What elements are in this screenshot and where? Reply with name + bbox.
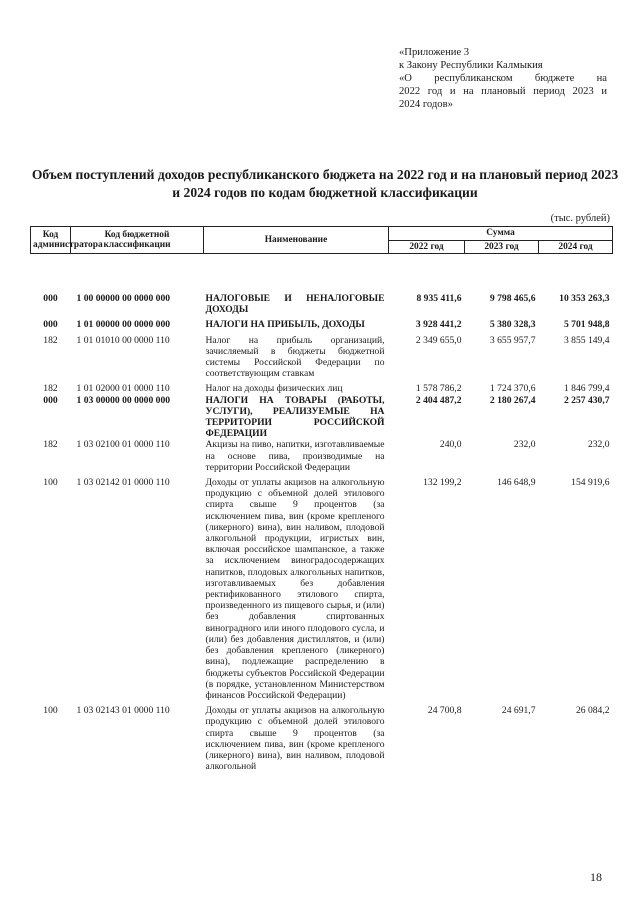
amount-2024: 10 353 263,3 — [559, 293, 610, 304]
amount-2022: 24 700,8 — [427, 705, 462, 717]
table-row — [31, 473, 613, 701]
admin-code: 100 — [43, 477, 58, 489]
appendix-line: «Приложение 3 — [399, 47, 470, 58]
amount-2022: 1 578 786,2 — [415, 383, 462, 395]
appendix-line: к Закону Республики Калмыкия — [399, 60, 543, 71]
revenue-name: Доходы от уплаты акцизов на алкогольную продукцию с объемной долей этилового спирта свыше 9 процентов (за исключением пива, вин (кроме крепленого (ликерного) вина), вин наливом, плодовой алкогольной — [205, 705, 385, 773]
units-label: (тыс. рублей) — [550, 213, 610, 224]
amount-2022: 240,0 — [439, 439, 462, 451]
revenue-name: НАЛОГОВЫЕ И НЕНАЛОГОВЫЕ ДОХОДЫ — [205, 293, 385, 316]
admin-code: 182 — [43, 383, 58, 395]
kbk-code: 1 03 02100 01 0000 110 — [76, 439, 170, 451]
document-title: Объем поступлений доходов республиканского бюджета на 2022 год и на плановый период 2023 и 2024 годов по кодам бюджетной классификации — [31, 167, 619, 200]
amount-2024: 3 855 149,4 — [563, 334, 610, 346]
amount-2023: 24 691,7 — [501, 705, 536, 717]
admin-code: 000 — [43, 394, 58, 406]
table-row — [31, 254, 613, 316]
kbk-code: 1 01 02000 01 0000 110 — [76, 383, 170, 395]
header-admin: Код администратора — [31, 227, 71, 254]
admin-code: 000 — [43, 319, 58, 331]
amount-2023: 2 180 267,4 — [489, 394, 536, 406]
revenue-table — [30, 226, 613, 772]
admin-code: 182 — [43, 439, 58, 451]
revenue-name: НАЛОГИ НА ТОВАРЫ (РАБОТЫ, УСЛУГИ), РЕАЛИЗУЕМЫЕ НА ТЕРРИТОРИИ РОССИЙСКОЙ ФЕДЕРАЦИИ — [205, 394, 385, 440]
kbk-code: 1 03 02142 01 0000 110 — [76, 477, 170, 489]
header-year-2024: 2024 год — [539, 240, 613, 254]
amount-2022: 2 349 655,0 — [415, 334, 462, 346]
amount-2023: 3 655 957,7 — [489, 334, 536, 346]
header-sum: Сумма — [389, 227, 613, 241]
appendix-note — [399, 46, 607, 111]
kbk-code: 1 03 00000 00 0000 000 — [76, 394, 171, 406]
revenue-name: Доходы от уплаты акцизов на алкогольную продукцию с объемной долей этилового спирта свыше 9 процентов (за исключением пива, вин (кроме крепленого (ликерного) вина), вин наливом, плодовой алкогольной продукции, игристых вин, включая российское шампанское, а также за исключением виноградосодержащих напитков, плодовых алкогольных напитков, изготавливаемых без добавления ректификованного этилового спирта, произведенного из пищевого сырья, и (или) без добавления спиртованных виноградного или иного плодового сусла, и (или) без добавления дистиллятов, и (или) без добавления крепленого (ликерного) вина), подлежащие распределению в бюджеты субъектов Российской Федерации (в порядке, установленном Министерством финансов Российской Федерации) — [205, 477, 385, 701]
appendix-line: 2024 годов» — [399, 99, 453, 110]
header-name: Наименование — [204, 227, 389, 254]
table-row — [31, 701, 613, 772]
amount-2024: 2 257 430,7 — [563, 394, 610, 406]
amount-2022: 3 928 441,2 — [415, 319, 462, 331]
amount-2022: 2 404 487,2 — [415, 394, 462, 406]
revenue-name: Акцизы на пиво, напитки, изготавливаемые на основе пива, производимые на территории Российской Федерации — [205, 439, 385, 473]
admin-code: 100 — [43, 705, 58, 717]
kbk-code: 1 00 00000 00 0000 000 — [76, 293, 171, 304]
table-row — [31, 395, 613, 440]
amount-2024: 5 701 948,8 — [563, 319, 610, 331]
table-row — [31, 331, 613, 380]
amount-2022: 132 199,2 — [423, 477, 462, 489]
appendix-line: 2022 год и на плановый период 2023 и — [399, 86, 607, 97]
amount-2024: 1 846 799,4 — [563, 383, 610, 395]
page-number: 18 — [590, 870, 602, 884]
revenue-name: Налог на доходы физических лиц — [205, 383, 343, 395]
kbk-code: 1 01 00000 00 0000 000 — [76, 319, 171, 331]
revenue-name: Налог на прибыль организаций, зачисляемый в бюджеты бюджетной системы Российской Федерации по соответствующим ставкам — [205, 334, 385, 380]
revenue-name: НАЛОГИ НА ПРИБЫЛЬ, ДОХОДЫ — [205, 319, 365, 331]
admin-code: 182 — [43, 334, 58, 346]
amount-2023: 1 724 370,6 — [489, 383, 536, 395]
admin-code: 000 — [43, 293, 58, 304]
table-row — [31, 315, 613, 330]
amount-2024: 154 919,6 — [571, 477, 610, 489]
appendix-line: «О республиканском бюджете на — [399, 73, 607, 84]
kbk-code: 1 01 01010 00 0000 110 — [76, 334, 170, 346]
header-year-2023: 2023 год — [465, 240, 539, 254]
amount-2023: 5 380 328,3 — [489, 319, 536, 331]
amount-2022: 8 935 411,6 — [416, 293, 462, 304]
table-row — [31, 379, 613, 394]
kbk-code: 1 03 02143 01 0000 110 — [76, 705, 170, 717]
table-row — [31, 439, 613, 473]
amount-2023: 9 798 465,6 — [489, 293, 536, 304]
amount-2023: 146 648,9 — [497, 477, 536, 489]
amount-2024: 232,0 — [587, 439, 610, 451]
header-year-2022: 2022 год — [389, 240, 465, 254]
amount-2024: 26 084,2 — [575, 705, 610, 717]
header-kbk: Код бюджетной классификации — [71, 227, 204, 254]
amount-2023: 232,0 — [513, 439, 536, 451]
